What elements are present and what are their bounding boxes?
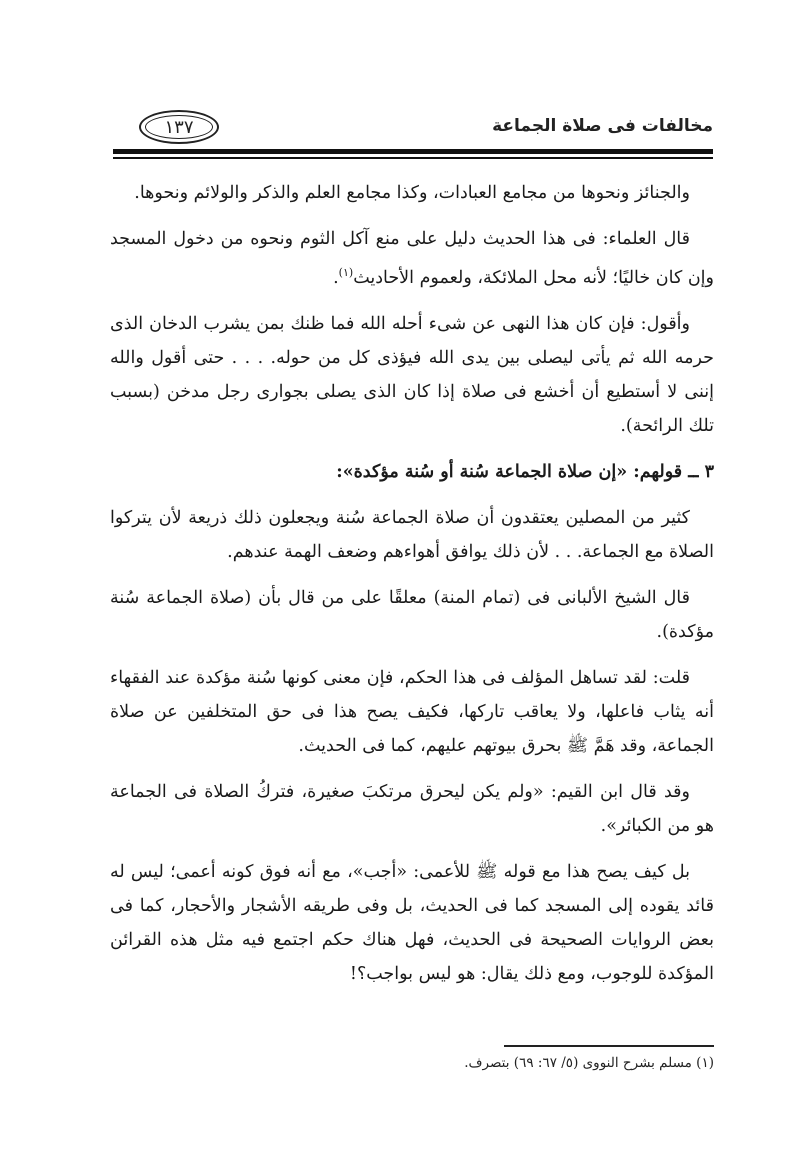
paragraph-1: والجنائز ونحوها من مجامع العبادات، وكذا مجامع العلم والذكر والولائم ونحوها.	[134, 183, 690, 203]
header-rule-thin	[113, 157, 713, 159]
page-header	[113, 108, 713, 152]
paragraph-3: وأقول: فإن كان هذا النهى عن شىء أحله الله فما ظنك بمن يشرب الدخان الذى حرمه الله ثم يأتى ليصلى بين يدى الله فيؤذى كل من حوله. . . . حتى أقول والله إننى لا أستطيع أن أخشع فى صلاة إذا كان الذى يصلى بجوارى رجل مدخن (بسبب تلك الرائحة).	[110, 313, 714, 436]
footnote: (١) مسلم بشرح النووى (٥/ ٦٧: ٦٩) بتصرف.	[464, 1055, 714, 1071]
paragraph-6: قلت: لقد تساهل المؤلف فى هذا الحكم، فإن معنى كونها سُنة مؤكدة عند الفقهاء أنه يثاب فاعلها، ولا يعاقب تاركها، فكيف يصح هذا فى حق المتخلفين عن صلاة الجماعة، وقد هَمَّ ﷺ بحرق بيوتهم عليهم، كما فى الحديث.	[110, 667, 714, 756]
page-number-badge	[139, 110, 219, 144]
paragraph-4: كثير من المصلين يعتقدون أن صلاة الجماعة سُنة ويجعلون ذلك ذريعة لأن يتركوا الصلاة مع الجماعة. . . لأن ذلك يوافق أهواءهم وضعف الهمة عندهم.	[110, 507, 714, 562]
body-text	[110, 176, 714, 1003]
footnote-separator	[504, 1045, 714, 1047]
paragraph-5: قال الشيخ الألبانى فى (تمام المنة) معلقًا على من قال بأن (صلاة الجماعة سُنة مؤكدة).	[110, 587, 714, 642]
paragraph-2: قال العلماء: فى هذا الحديث دليل على منع آكل الثوم ونحوه من دخول المسجد وإن كان خاليًا؛ لأنه محل الملائكة، ولعموم الأحاديث$^{(١)}$.	[110, 229, 714, 288]
section-heading: ٣ ــ قولهم: «إن صلاة الجماعة سُنة أو سُنة مؤكدة»:	[336, 461, 714, 482]
page-number: ١٣٧	[164, 116, 194, 138]
footnote-reference: (١)	[338, 266, 354, 279]
running-title: مخالفات فى صلاة الجماعة	[492, 116, 713, 136]
header-rule-thick	[113, 149, 713, 154]
paragraph-8: بل كيف يصح هذا مع قوله ﷺ للأعمى: «أجب»، مع أنه فوق كونه أعمى؛ ليس له قائد يقوده إلى المسجد كما فى الحديث، بل وفى طريقه الأشجار والأحجار، كما فى بعض الروايات الصحيحة فى الحديث، فهل هناك حكم اجتمع فيه مثل هذه القرائن المؤكدة للوجوب، ومع ذلك يقال: هو ليس بواجب؟!	[110, 861, 714, 984]
paragraph-7: وقد قال ابن القيم: «ولم يكن ليحرق مرتكبَ صغيرة، فتركُ الصلاة فى الجماعة هو من الكبائر».	[110, 781, 714, 836]
